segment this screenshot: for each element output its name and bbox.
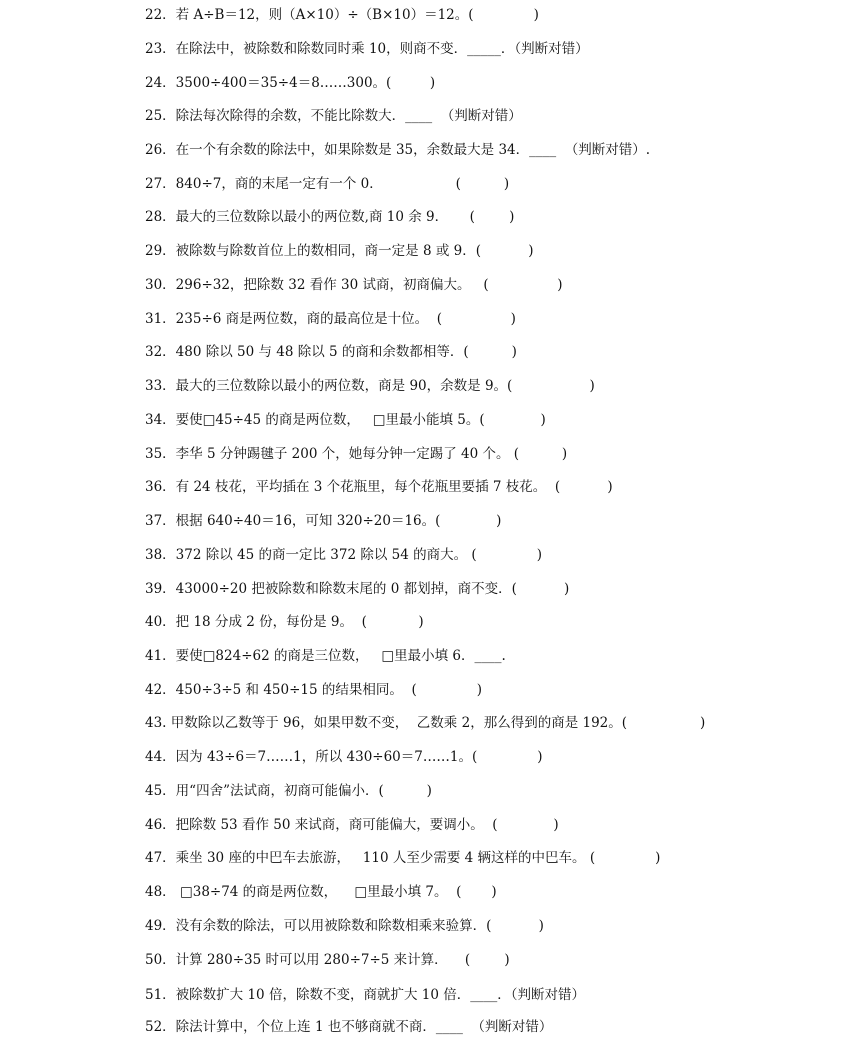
question-37: 37．根据 640÷40＝16，可知 320÷20＝16。( ) (145, 513, 502, 529)
question-28: 28．最大的三位数除以最小的两位数,商 10 余 9． ( ) (145, 209, 515, 225)
question-46: 46．把除数 53 看作 50 来试商，商可能偏大，要调小。 ( ) (145, 817, 559, 833)
question-30: 30．296÷32，把除数 32 看作 30 试商，初商偏大。 ( ) (145, 277, 563, 293)
question-49: 49．没有余数的除法，可以用被除数和除数相乘来验算．( ) (145, 918, 544, 934)
question-32: 32．480 除以 50 与 48 除以 5 的商和余数都相等．( ) (145, 344, 517, 360)
question-52: 52．除法计算中，个位上连 1 也不够商就不商．____ （判断对错） (145, 1019, 553, 1035)
question-22: 22．若 A÷B＝12，则（A×10）÷（B×10）＝12。( ) (145, 7, 539, 23)
question-29: 29．被除数与除数首位上的数相同，商一定是 8 或 9．( ) (145, 243, 534, 259)
question-27: 27．840÷7，商的末尾一定有一个 0． ( ) (145, 176, 510, 192)
question-41: 41．要使□824÷62 的商是三位数， □里最小填 6．____. (145, 648, 506, 664)
question-50: 50．计算 280÷35 时可以用 280÷7÷5 来计算． ( ) (145, 952, 510, 968)
question-33: 33．最大的三位数除以最小的两位数，商是 90，余数是 9。( ) (145, 378, 595, 394)
question-36: 36．有 24 枝花，平均插在 3 个花瓶里，每个花瓶里要插 7 枝花。 ( ) (145, 479, 613, 495)
question-39: 39．43000÷20 把被除数和除数末尾的 0 都划掉，商不变．( ) (145, 581, 570, 597)
question-38: 38．372 除以 45 的商一定比 372 除以 54 的商大。 ( ) (145, 547, 543, 563)
question-42: 42．450÷3÷5 和 450÷15 的结果相同。 ( ) (145, 682, 483, 698)
question-24: 24．3500÷400＝35÷4＝8……300。( ) (145, 75, 436, 91)
question-31: 31．235÷6 商是两位数，商的最高位是十位。 ( ) (145, 311, 516, 327)
question-45: 45．用“四舍”法试商，初商可能偏小．( ) (145, 783, 432, 799)
question-40: 40．把 18 分成 2 份，每份是 9。 ( ) (145, 614, 424, 630)
question-25: 25．除法每次除得的余数，不能比除数大．____ （判断对错） (145, 108, 522, 124)
question-51: 51．被除数扩大 10 倍，除数不变，商就扩大 10 倍．____．（判断对错） (145, 987, 585, 1003)
question-43: 43. 甲数除以乙数等于 96，如果甲数不变， 乙数乘 2，那么得到的商是 192。( ) (145, 715, 706, 731)
question-35: 35．李华 5 分钟踢毽子 200 个，她每分钟一定踢了 40 个。 ( ) (145, 446, 568, 462)
question-23: 23．在除法中，被除数和除数同时乘 10，则商不变．_____．（判断对错） (145, 41, 589, 57)
question-34: 34．要使□45÷45 的商是两位数， □里最小能填 5。( ) (145, 412, 546, 428)
question-47: 47．乘坐 30 座的中巴车去旅游， 110 人至少需要 4 辆这样的中巴车。 ( ) (145, 850, 661, 866)
question-48: 48． □38÷74 的商是两位数， □里最小填 7。 ( ) (145, 884, 497, 900)
question-26: 26．在一个有余数的除法中，如果除数是 35，余数最大是 34．____ （判断对错）. (145, 142, 650, 158)
question-44: 44．因为 43÷6＝7……1，所以 430÷60＝7……1。( ) (145, 749, 543, 765)
